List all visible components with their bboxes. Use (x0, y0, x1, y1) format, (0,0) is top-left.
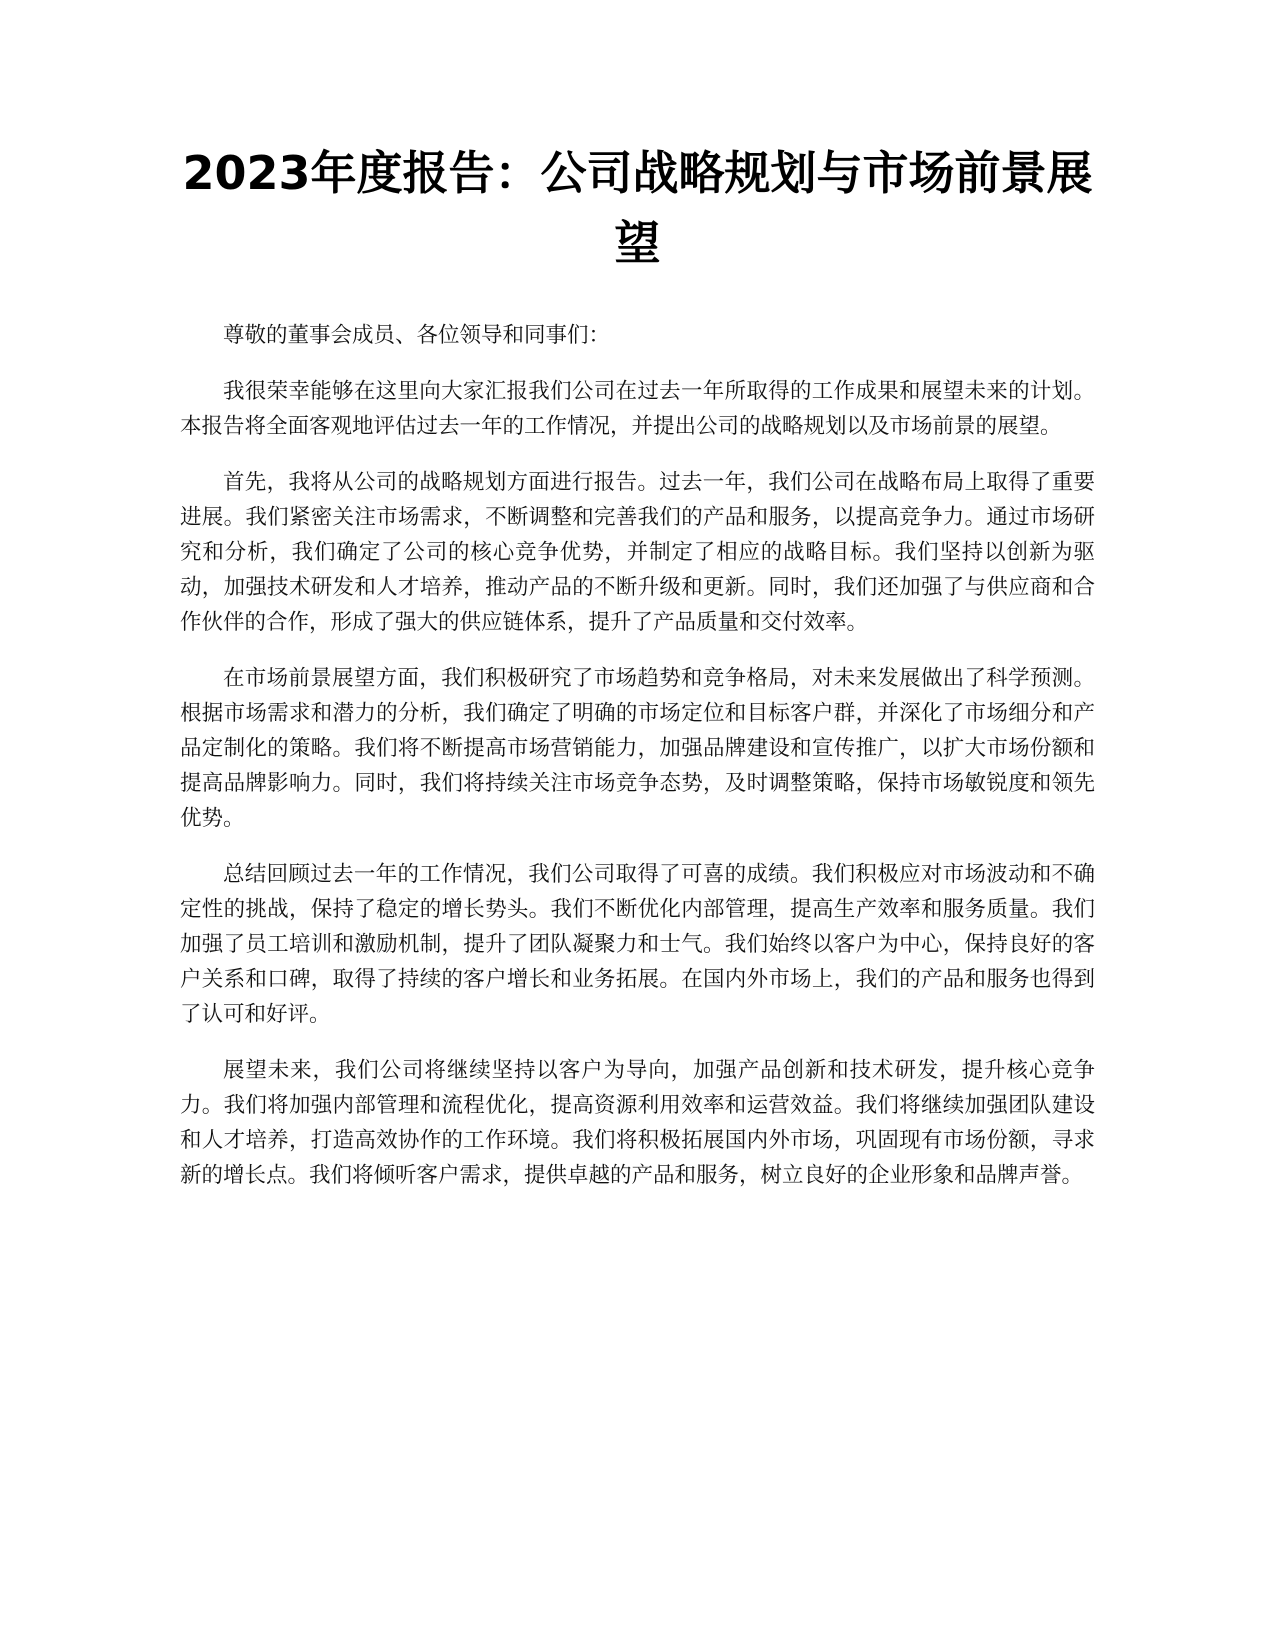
future-paragraph: 展望未来，我们公司将继续坚持以客户为导向，加强产品创新和技术研发，提升核心竞争力。我们将加强内部管理和流程优化，提高资源利用效率和运营效益。我们将继续加强团队建设和人才培养，打造高效协作的工作环境。我们将积极拓展国内外市场，巩固现有市场份额，寻求新的增长点。我们将倾听客户需求，提供卓越的产品和服务，树立良好的企业形象和品牌声誉。 (180, 1058, 1095, 1188)
review-paragraph: 总结回顾过去一年的工作情况，我们公司取得了可喜的成绩。我们积极应对市场波动和不确定性的挑战，保持了稳定的增长势头。我们不断优化内部管理，提高生产效率和服务质量。我们加强了员工培训和激励机制，提升了团队凝聚力和士气。我们始终以客户为中心，保持良好的客户关系和口碑，取得了持续的客户增长和业务拓展。在国内外市场上，我们的产品和服务也得到了认可和好评。 (180, 862, 1095, 1027)
document-title: 2023年度报告：公司战略规划与市场前景展望 (182, 146, 1093, 270)
document-body (180, 318, 1095, 1214)
strategy-paragraph: 首先，我将从公司的战略规划方面进行报告。过去一年，我们公司在战略布局上取得了重要进展。我们紧密关注市场需求，不断调整和完善我们的产品和服务，以提高竞争力。通过市场研究和分析，我们确定了公司的核心竞争优势，并制定了相应的战略目标。我们坚持以创新为驱动，加强技术研发和人才培养，推动产品的不断升级和更新。同时，我们还加强了与供应商和合作伙伴的合作，形成了强大的供应链体系，提升了产品质量和交付效率。 (180, 470, 1095, 635)
salutation-paragraph: 尊敬的董事会成员、各位领导和同事们： (223, 323, 611, 348)
intro-paragraph: 我很荣幸能够在这里向大家汇报我们公司在过去一年所取得的工作成果和展望未来的计划。本报告将全面客观地评估过去一年的工作情况，并提出公司的战略规划以及市场前景的展望。 (180, 379, 1095, 439)
market-outlook-paragraph: 在市场前景展望方面，我们积极研究了市场趋势和竞争格局，对未来发展做出了科学预测。根据市场需求和潜力的分析，我们确定了明确的市场定位和目标客户群，并深化了市场细分和产品定制化的策略。我们将不断提高市场营销能力，加强品牌建设和宣传推广，以扩大市场份额和提高品牌影响力。同时，我们将持续关注市场竞争态势，及时调整策略，保持市场敏锐度和领先优势。 (180, 666, 1095, 831)
